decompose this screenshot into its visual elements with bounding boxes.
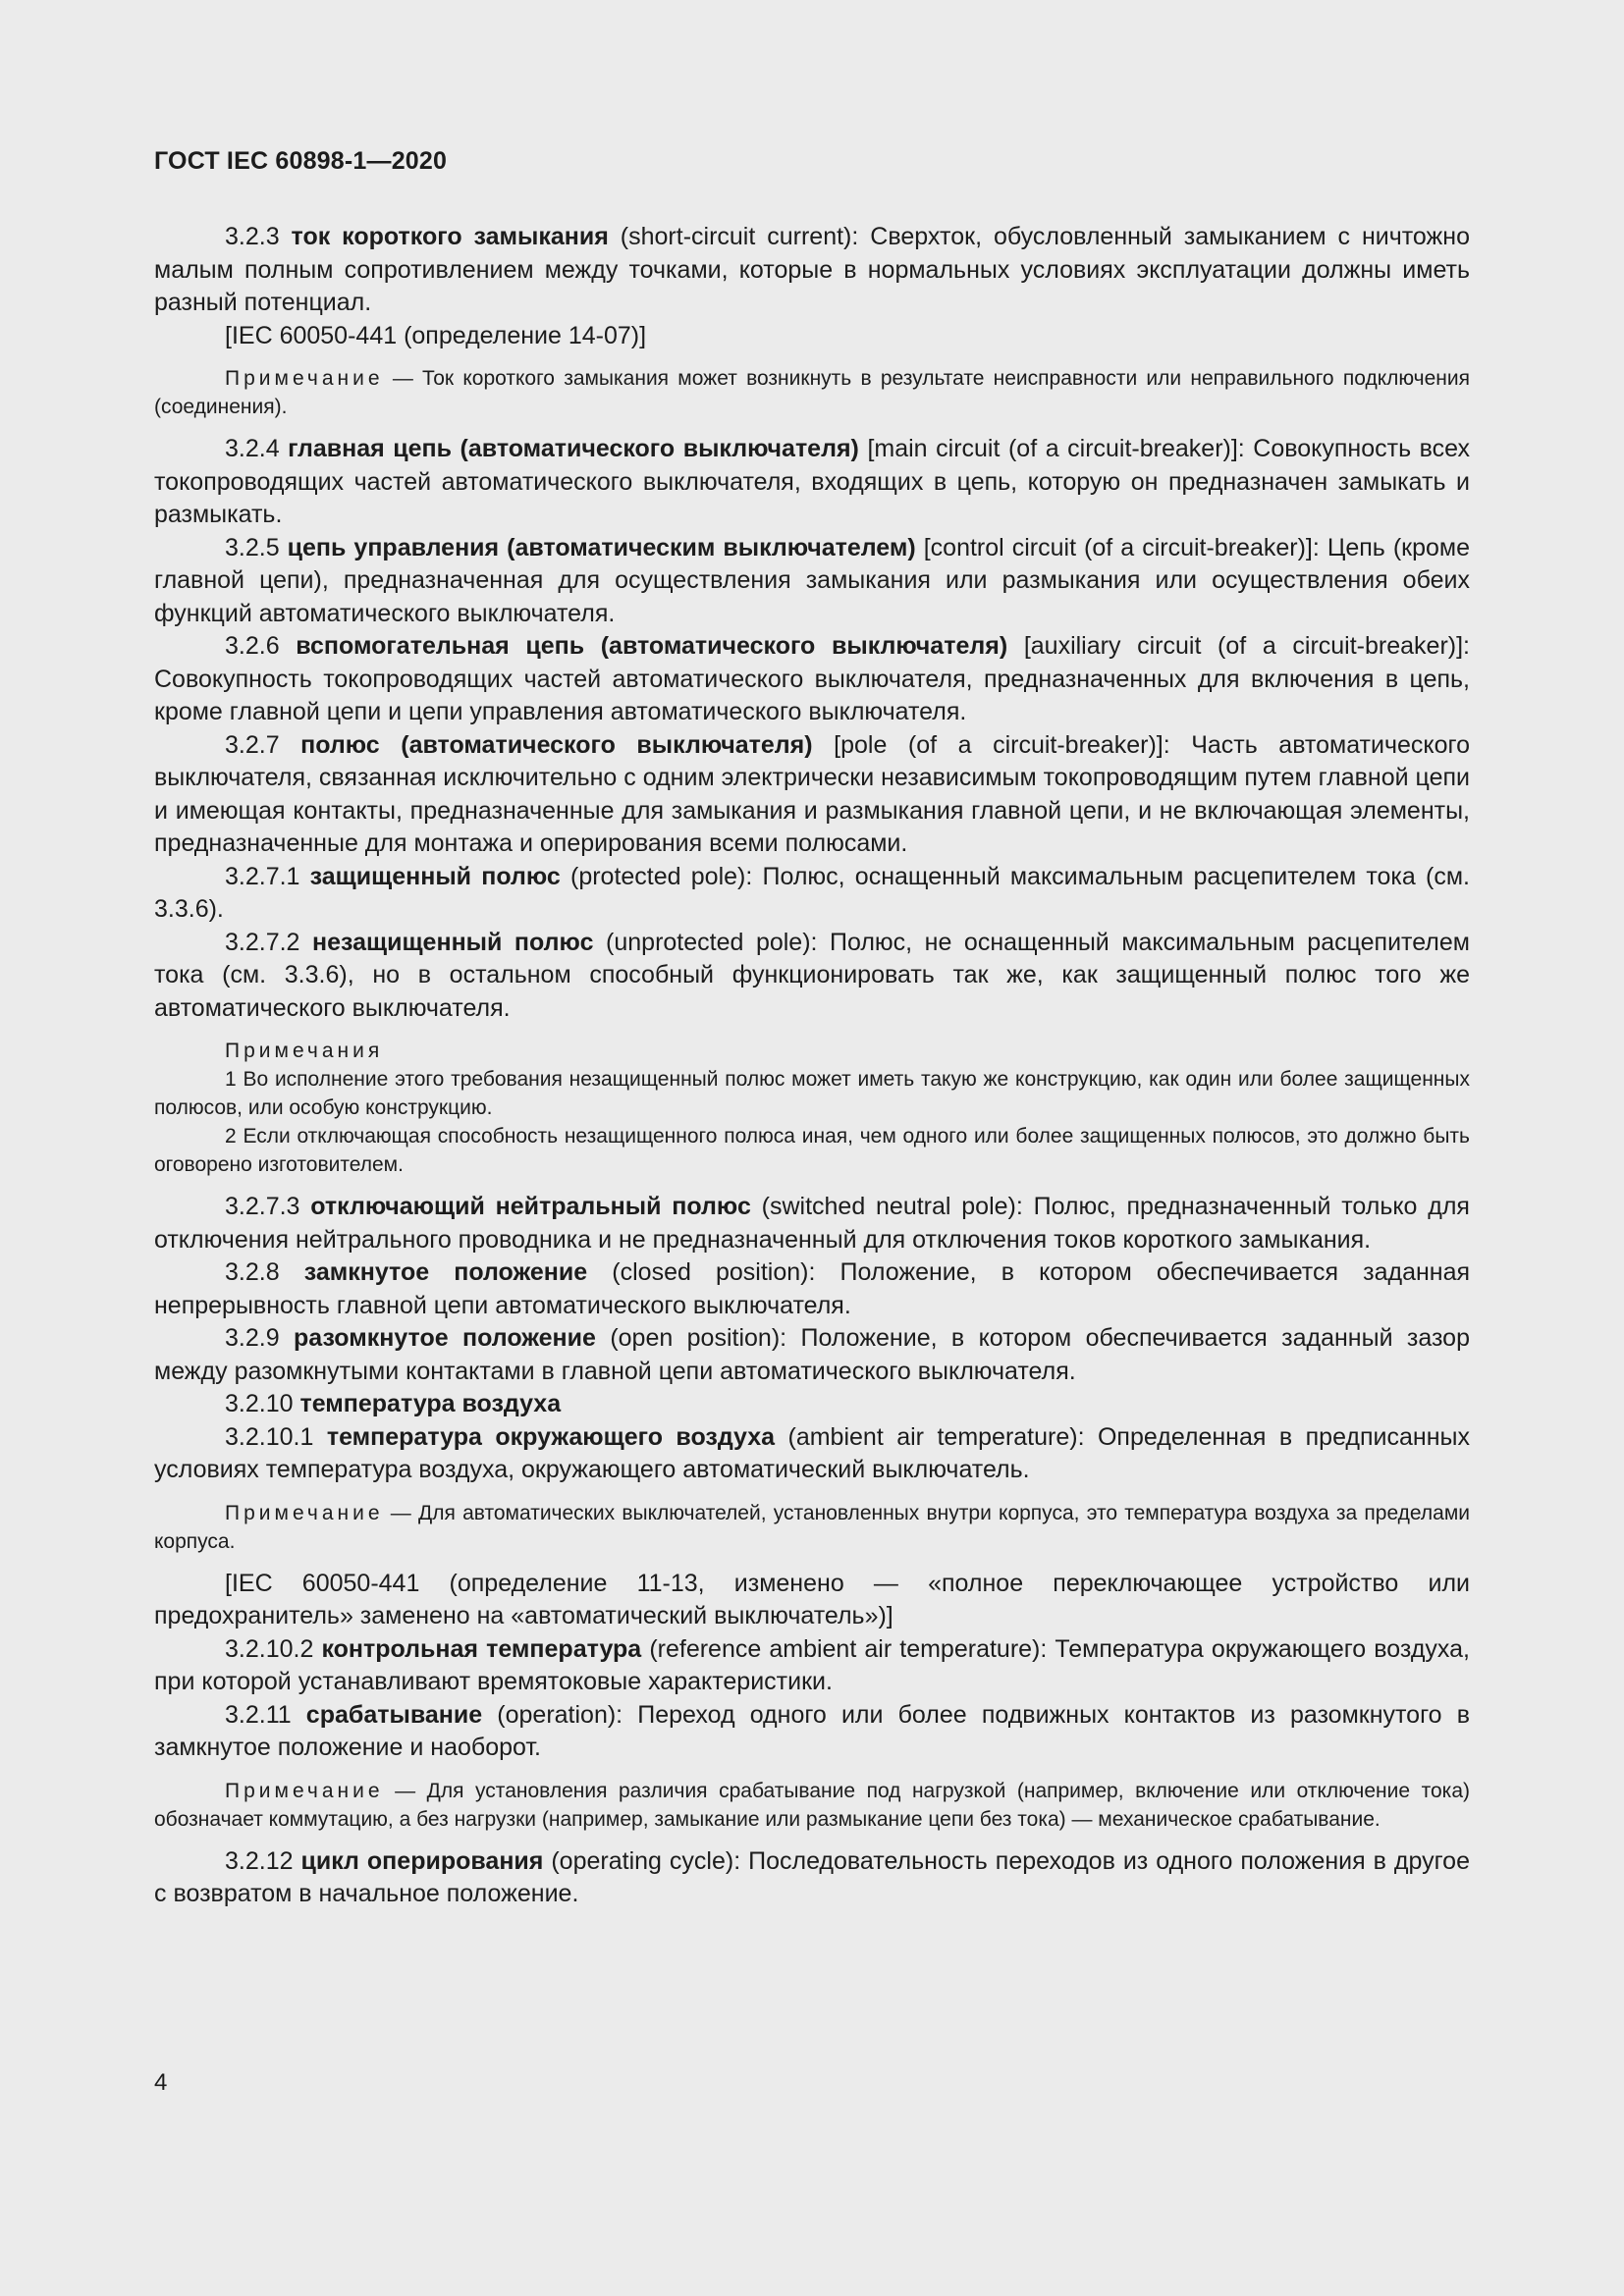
definition-3-2-12 (154, 1845, 1470, 1911)
clause-number: 3.2.3 (225, 223, 280, 250)
clause-number: 3.2.7.3 (225, 1193, 300, 1220)
definition-3-2-7-1 (154, 861, 1470, 927)
note (154, 1499, 1470, 1556)
definition-text: (protected pole): Полюс, оснащенный максимальным расцепителем тока (см. 3.3.6). (154, 862, 1470, 923)
note-item: 2 Если отключающая способность незащищенного полюса иная, чем одного или более защищенных полюсов, это должно быть оговорено изготовителем. (154, 1125, 1470, 1176)
definition-text: [auxiliary circuit (of a circuit-breaker)]: Совокупность токопроводящих частей автоматического выключателя, предназначенных для включения в цепь, кроме главной цепи и цепи управления автоматического выключателя. (154, 632, 1470, 725)
definition-3-2-10-2 (154, 1633, 1470, 1699)
clause-number: 3.2.10.2 (225, 1634, 314, 1663)
definition-text: (operating cycle): Последовательность переходов из одного положения в другое с возвратом в начальное положение. (154, 1846, 1470, 1907)
definition-text: (reference ambient air temperature): Температура окружающего воздуха, при которой устанавливают времятоковые характеристики. (154, 1634, 1470, 1695)
definition-3-2-4 (154, 433, 1470, 532)
clause-number: 3.2.11 (225, 1700, 292, 1729)
clause-number: 3.2.4 (225, 435, 280, 462)
term: температура окружающего воздуха (326, 1422, 776, 1451)
definition-3-2-3 (154, 221, 1470, 320)
term: полюс (автоматического выключателя) (300, 730, 813, 759)
definition-3-2-10-1 (154, 1421, 1470, 1487)
clause-number: 3.2.9 (225, 1324, 280, 1352)
definition-3-2-5 (154, 532, 1470, 631)
definition-text: (short-circuit current): Сверхток, обусловленный замыканием с ничтожно малым полным сопротивлением между точками, которые в нормальных условиях эксплуатации должны иметь разный потенциал. (154, 223, 1470, 316)
clause-number: 3.2.7 (225, 730, 280, 759)
term: отключающий нейтральный полюс (310, 1193, 751, 1220)
definition-text: (unprotected pole): Полюс, не оснащенный максимальным расцепителем тока (см. 3.3.6), но в остальном способный функционировать так же, как защищенный полюс того же автоматического выключателя. (154, 928, 1470, 1022)
definition-text: [pole (of a circuit-breaker)]: Часть автоматического выключателя, связанная исключительно с одним электрически независимым токопроводящим путем главной цепи и имеющая контакты, предназначенные для замыкания и размыкания главной цепи, и не включающая элементы, предназначенные для монтажа и оперирования всеми полюсами. (154, 730, 1470, 857)
term: вспомогательная цепь (автоматического выключателя) (296, 632, 1008, 660)
term: температура воздуха (299, 1390, 562, 1417)
note-label: Примечание (225, 367, 384, 390)
page-number: 4 (154, 2069, 168, 2096)
definition-text: [control circuit (of a circuit-breaker)]: Цепь (кроме главной цепи), предназначенная для осуществления замыкания или размыкания или осуществления обеих функций автоматического выключателя. (154, 533, 1470, 627)
definition-3-2-10 (154, 1388, 1470, 1421)
definition-text: (switched neutral pole): Полюс, предназначенный только для отключения нейтрального проводника и не предназначенный для отключения токов короткого замыкания. (154, 1193, 1470, 1254)
reference: [IEC 60050-441 (определение 14-07)] (225, 321, 647, 349)
term: цепь управления (автоматическим выключателем) (287, 533, 916, 561)
term: незащищенный полюс (312, 928, 594, 956)
definition-text: (open position): Положение, в котором обеспечивается заданный зазор между разомкнутыми контактами в главной цепи автоматического выключателя. (154, 1324, 1470, 1385)
definition-3-2-9 (154, 1322, 1470, 1388)
term: цикл оперирования (300, 1846, 544, 1875)
term: защищенный полюс (309, 862, 561, 890)
definition-text: (ambient air temperature): Определенная в предписанных условиях температура воздуха, окружающего автоматический выключатель. (154, 1422, 1470, 1483)
definition-3-2-7-3 (154, 1191, 1470, 1256)
definition-3-2-11 (154, 1699, 1470, 1765)
definition-text: [main circuit (of a circuit-breaker)]: Совокупность всех токопроводящих частей автоматического выключателя, входящих в цепь, которую он предназначен замыкать и размыкать. (154, 435, 1471, 528)
term: главная цепь (автоматического выключателя) (288, 435, 859, 462)
definition-3-2-7 (154, 729, 1470, 861)
clause-number: 3.2.7.2 (225, 928, 300, 956)
reference: [IEC 60050-441 (определение 11-13, изменено — «полное переключающее устройство или предохранитель» заменено на «автоматический выключатель»)] (154, 1569, 1470, 1629)
clause-number: 3.2.12 (225, 1846, 294, 1875)
note-label: Примечание (225, 1501, 384, 1524)
document-standard-title: ГОСТ IEC 60898-1—2020 (154, 147, 448, 175)
document-body (154, 221, 1470, 1911)
clause-number: 3.2.6 (225, 632, 280, 660)
term: замкнутое положение (303, 1258, 588, 1286)
definition-text: (closed position): Положение, в котором обеспечивается заданная непрерывность главной цепи автоматического выключателя. (154, 1258, 1471, 1319)
clause-number: 3.2.5 (225, 533, 280, 561)
clause-number: 3.2.10.1 (225, 1422, 314, 1451)
note-label: Примечание (225, 1779, 384, 1802)
note-item: 1 Во исполнение этого требования незащищенный полюс может иметь такую же конструкцию, как один или более защищенных полюсов, или особую конструкцию. (154, 1068, 1470, 1119)
clause-number: 3.2.10 (225, 1390, 294, 1417)
note-text: — Ток короткого замыкания может возникнуть в результате неисправности или неправильного подключения (соединения). (154, 367, 1470, 418)
note-text: — Для установления различия срабатывание под нагрузкой (например, включение или отключение тока) обозначает коммутацию, а без нагрузки (например, замыкание или размыкание цепи без тока) — механическое срабатывание. (154, 1779, 1470, 1831)
term: разомкнутое положение (294, 1324, 596, 1352)
definition-3-2-6 (154, 630, 1470, 729)
note (154, 1777, 1470, 1834)
notes-block (154, 1037, 1470, 1179)
term: ток короткого замыкания (291, 223, 609, 250)
notes-label: Примечания (225, 1040, 384, 1062)
definition-3-2-8 (154, 1256, 1470, 1322)
term: контрольная температура (321, 1634, 642, 1663)
clause-number: 3.2.7.1 (225, 862, 300, 890)
note (154, 364, 1470, 421)
definition-text: (operation): Переход одного или более подвижных контактов из разомкнутого в замкнутое положение и наоборот. (154, 1700, 1470, 1761)
definition-3-2-7-2 (154, 927, 1470, 1026)
clause-number: 3.2.8 (225, 1258, 280, 1286)
term: срабатывание (305, 1700, 483, 1729)
note-text: — Для автоматических выключателей, установленных внутри корпуса, это температура воздуха за пределами корпуса. (154, 1501, 1470, 1553)
